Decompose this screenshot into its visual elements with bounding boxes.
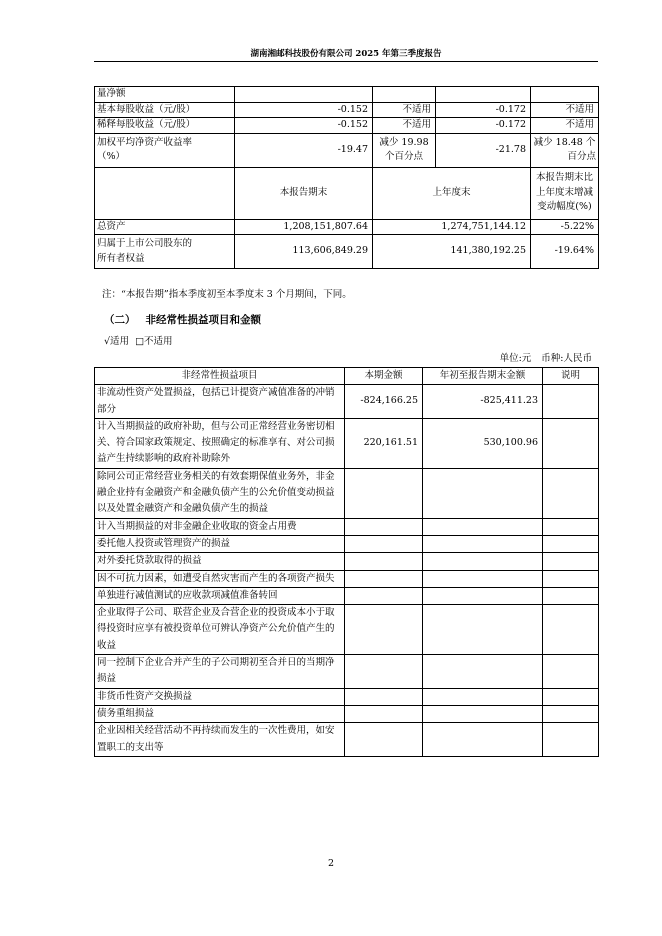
- cell: -19.64%: [531, 235, 599, 269]
- section-number: （二）: [104, 314, 136, 326]
- financial-summary-table: [94, 86, 599, 269]
- remark-cell: [543, 518, 599, 535]
- ytd-amount: [423, 518, 543, 535]
- header-line: 变动幅度(%): [537, 201, 592, 213]
- table-row: [95, 518, 599, 535]
- table-row: [95, 553, 599, 570]
- table-row: [95, 688, 599, 705]
- item-cell: 计入当期损益的对非金融企业收取的资金占用费: [95, 518, 345, 535]
- table-note: 注：“本报告期”指本季度初至本季度末 3 个月期间，下同。: [102, 289, 352, 300]
- table-row: [95, 87, 599, 103]
- table-row: [95, 705, 599, 722]
- remark-cell: [543, 705, 599, 722]
- current-amount: [345, 518, 423, 535]
- section-heading: [104, 312, 261, 327]
- remark-cell: [543, 553, 599, 570]
- remark-cell: [543, 385, 599, 419]
- table-row: [95, 655, 599, 689]
- item-cell: 委托他人投资或管理资产的损益: [95, 535, 345, 552]
- table-row: [95, 468, 599, 518]
- ytd-amount: [423, 723, 543, 757]
- item-cell: 企业因相关经营活动不再持续而发生的一次性费用，如安置职工的支出等: [95, 723, 345, 757]
- item-cell: 因不可抗力因素，如遭受自然灾害而产生的各项资产损失: [95, 570, 345, 587]
- label-line: 加权平均净资产收益率: [97, 136, 193, 148]
- ytd-amount: [423, 605, 543, 655]
- cell-line: 减少 19.98: [379, 136, 429, 148]
- cell: [235, 87, 373, 103]
- ytd-amount: [423, 535, 543, 552]
- item-cell: 除同公司正常经营业务相关的有效套期保值业务外，非金融企业持有金融资产和金融负债产生的公允价值变动损益以及处置金融资产和金融负债产生的损益: [95, 468, 345, 518]
- table-row: [95, 605, 599, 655]
- cell: [436, 87, 531, 103]
- cell: 141,380,192.25: [373, 235, 531, 269]
- remark-cell: [543, 535, 599, 552]
- ytd-amount: 530,100.96: [423, 418, 543, 468]
- unit-line: [490, 350, 592, 364]
- table-header-row: [95, 368, 599, 385]
- item-cell: 非流动性资产处置损益，包括已计提资产减值准备的冲销部分: [95, 385, 345, 419]
- ytd-amount: [423, 570, 543, 587]
- ytd-amount: [423, 705, 543, 722]
- current-amount: [345, 535, 423, 552]
- item-cell: 计入当期损益的政府补助，但与公司正常经营业务密切相关、符合国家政策规定、按照确定的标准享有、对公司损益产生持续影响的政府补助除外: [95, 418, 345, 468]
- column-header: 说明: [543, 368, 599, 385]
- label-line: （%）: [97, 151, 126, 162]
- current-amount: 220,161.51: [345, 418, 423, 468]
- remark-cell: [543, 723, 599, 757]
- table-row: [95, 723, 599, 757]
- remark-cell: [543, 418, 599, 468]
- column-header: 本期金额: [345, 368, 423, 385]
- cell: 不适用: [531, 118, 599, 134]
- table-row: [95, 235, 599, 269]
- page-number: 2: [327, 858, 335, 869]
- ytd-amount: [423, 553, 543, 570]
- remark-cell: [543, 655, 599, 689]
- cell: 不适用: [373, 118, 436, 134]
- table-row: [95, 587, 599, 604]
- cell: 1,208,151,807.64: [235, 219, 373, 235]
- current-amount: [345, 553, 423, 570]
- section-title: 非经常性损益项目和金额: [145, 314, 261, 326]
- row-label: [95, 133, 235, 167]
- current-amount: [345, 468, 423, 518]
- label-line: 所有者权益: [97, 252, 145, 264]
- ytd-amount: [423, 587, 543, 604]
- remark-cell: [543, 468, 599, 518]
- cell: [531, 133, 599, 167]
- ytd-amount: [423, 468, 543, 518]
- item-cell: 对外委托贷款取得的损益: [95, 553, 345, 570]
- column-header: 年初至报告期末金额: [423, 368, 543, 385]
- table-row: [95, 167, 599, 219]
- ytd-amount: [423, 688, 543, 705]
- applicability-options: [104, 333, 179, 347]
- cell: -21.78: [436, 133, 531, 167]
- remark-cell: [543, 605, 599, 655]
- item-cell: 同一控制下企业合并产生的子公司期初至合并日的当期净损益: [95, 655, 345, 689]
- header-line: 上年度末增减: [535, 186, 593, 198]
- item-cell: 企业取得子公司、联营企业及合营企业的投资成本小于取得投资时应享有被投资单位可辨认净资产公允价值产生的收益: [95, 605, 345, 655]
- cell: [531, 87, 599, 103]
- table-row: [95, 133, 599, 167]
- table-row: [95, 570, 599, 587]
- report-header: 湖南湘邮科技股份有限公司 2025 年第三季度报告: [94, 47, 598, 62]
- currency-label: 币种:人民币: [541, 353, 592, 364]
- table-row: [95, 418, 599, 468]
- cell-line: 个百分点: [384, 151, 423, 162]
- cell: -0.152: [235, 118, 373, 134]
- cell: 不适用: [531, 102, 599, 118]
- current-amount: [345, 587, 423, 604]
- cell: -19.47: [235, 133, 373, 167]
- item-cell: 单独进行减值测试的应收款项减值准备转回: [95, 587, 345, 604]
- current-amount: [345, 705, 423, 722]
- unit-label: 单位:元: [499, 353, 532, 364]
- cell: 不适用: [373, 102, 436, 118]
- non-recurring-items-table: [94, 367, 599, 757]
- applicable-checkbox: √适用: [104, 336, 130, 347]
- table-row: [95, 118, 599, 134]
- cell: -0.172: [436, 118, 531, 134]
- current-amount: [345, 655, 423, 689]
- current-amount: [345, 723, 423, 757]
- cell: [373, 87, 436, 103]
- table-row: [95, 102, 599, 118]
- cell: -0.172: [436, 102, 531, 118]
- ytd-amount: [423, 655, 543, 689]
- column-header: 本报告期末: [235, 167, 373, 219]
- cell: [95, 167, 235, 219]
- column-header: 非经常性损益项目: [95, 368, 345, 385]
- remark-cell: [543, 587, 599, 604]
- cell: -5.22%: [531, 219, 599, 235]
- table-row: [95, 535, 599, 552]
- row-label: 稀释每股收益（元/股）: [95, 118, 235, 134]
- cell-line: 百分点: [567, 151, 596, 162]
- row-label: 基本每股收益（元/股）: [95, 102, 235, 118]
- current-amount: [345, 605, 423, 655]
- remark-cell: [543, 570, 599, 587]
- cell: [373, 133, 436, 167]
- row-label: 量净额: [95, 87, 235, 103]
- current-amount: [345, 570, 423, 587]
- cell: 1,274,751,144.12: [373, 219, 531, 235]
- cell: -0.152: [235, 102, 373, 118]
- row-label: 总资产: [95, 219, 235, 235]
- column-header: 上年度末: [373, 167, 531, 219]
- item-cell: 非货币性资产交换损益: [95, 688, 345, 705]
- cell-line: 减少 18.48 个: [533, 136, 596, 148]
- item-cell: 债务重组损益: [95, 705, 345, 722]
- table-row: [95, 219, 599, 235]
- column-header: [531, 167, 599, 219]
- row-label: [95, 235, 235, 269]
- remark-cell: [543, 688, 599, 705]
- cell: 113,606,849.29: [235, 235, 373, 269]
- current-amount: [345, 688, 423, 705]
- ytd-amount: -825,411.23: [423, 385, 543, 419]
- table-row: [95, 385, 599, 419]
- current-amount: -824,166.25: [345, 385, 423, 419]
- label-line: 归属于上市公司股东的: [97, 238, 193, 249]
- not-applicable-checkbox: □不适用: [135, 336, 173, 347]
- header-line: 本报告期末比: [535, 172, 593, 184]
